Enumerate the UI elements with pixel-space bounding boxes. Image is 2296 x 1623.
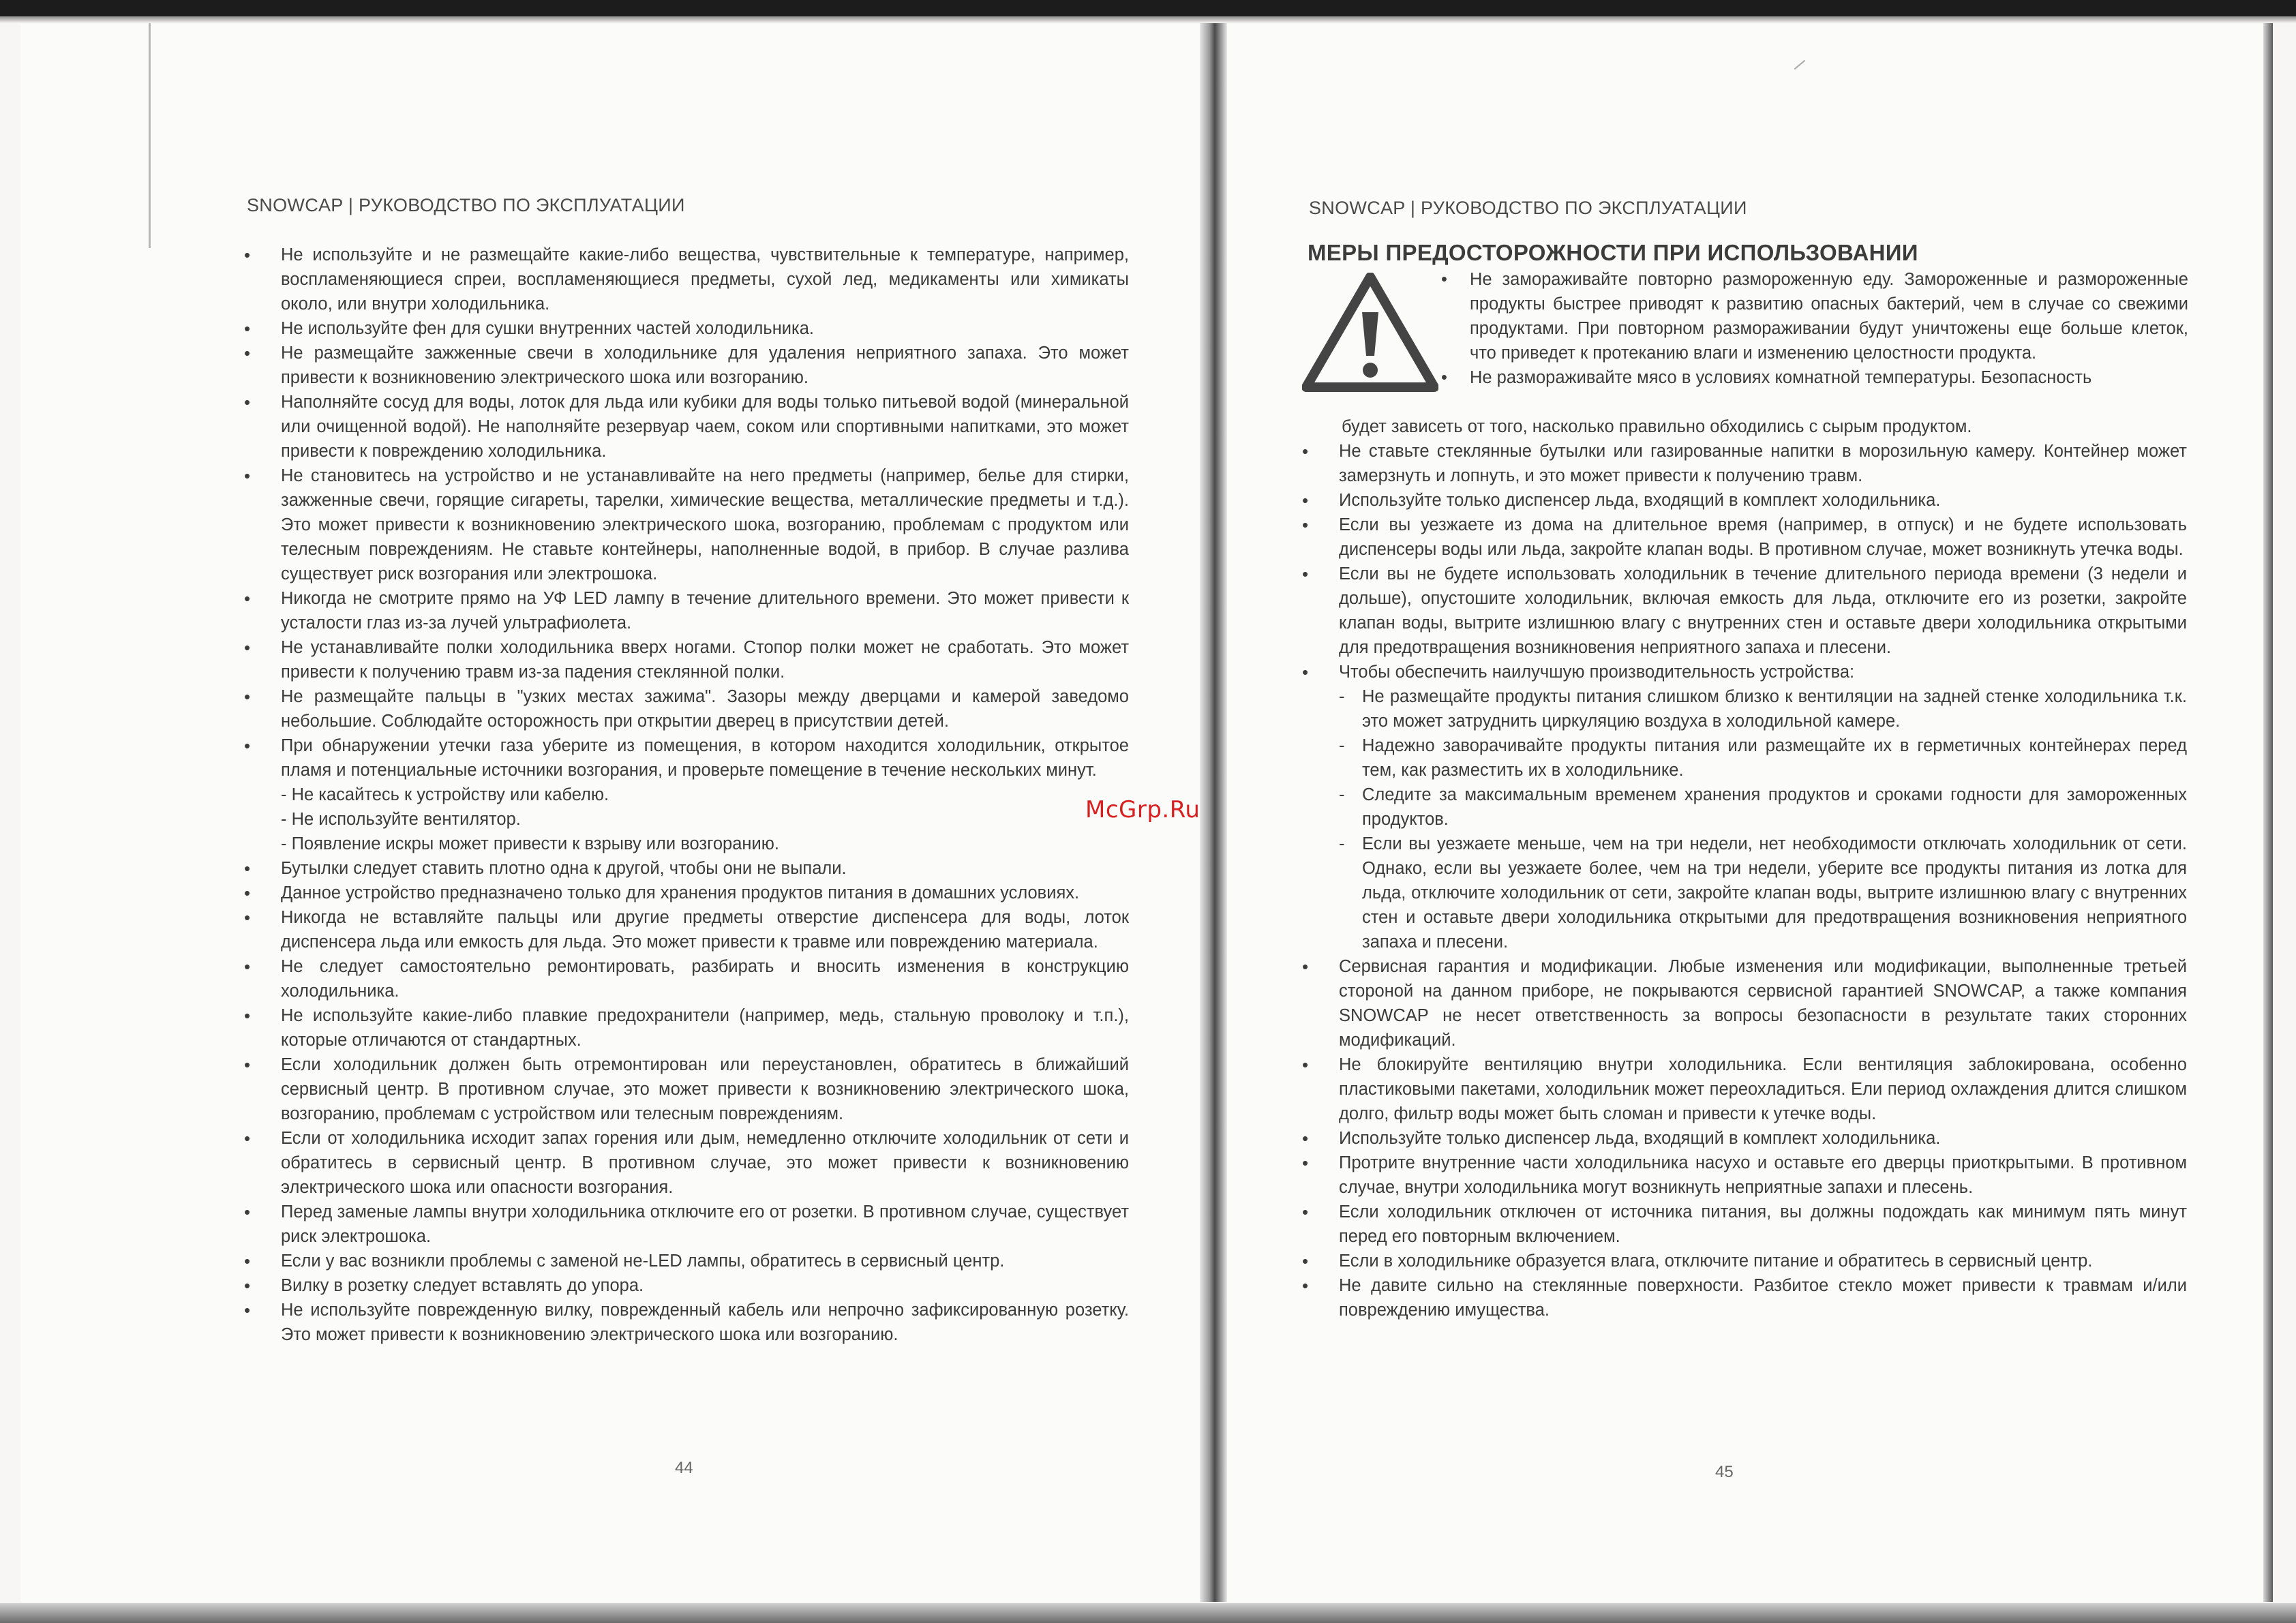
list-subitem: - Если вы уезжаете меньше, чем на три недели, нет необходимости отключать холодильник от сети. Однако, если вы уезжаете более, чем на три недели, уберите все продукты питания из лотка для льда, отключите холодильник от сети, закройте клапан воды, вытрите излишнюю влагу с внутренних стен и оставьте двери холодильника открытыми для предотвращения возникновения неприятного запаха и плесени. xyxy=(1301,832,2187,954)
right-page-edge xyxy=(2263,23,2273,1602)
warning-item: • Не замораживайте повторно размороженную еду. Замороженные и размороженные продукты быстрее приводят к развитию опасных бактерий, чем в случае со свежими продуктами. При повторном размораживании будут уничтожены еще больше клеток, что приведет к протеканию влаги и изменению целостности продукта. xyxy=(1438,267,2188,365)
list-subitem: - Не размещайте продукты питания слишком близко к вентиляции на задней стенке холодильника т.к. это может затруднить циркуляцию воздуха в холодильной камере. xyxy=(1301,684,2187,733)
list-item: • Если в холодильнике образуется влага, отключите питание и обратитесь в сервисный центр. xyxy=(1301,1249,2187,1273)
list-subitem: - Следите за максимальным временем хранения продуктов и сроками годности для замороженных продуктов. xyxy=(1301,783,2187,832)
list-subitem: - Не касайтесь к устройству или кабелю. xyxy=(281,785,609,804)
list-item: • Не используйте и не размещайте какие-либо вещества, чувствительные к температуре, например, воспламеняющиеся спреи, воспламеняющиеся предметы, сухой лед, медикаменты или химикаты около, или внутри холодильника. xyxy=(243,243,1129,316)
right-precautions-list-continued xyxy=(1301,954,2187,1322)
list-item: • Если вы не будете использовать холодильник в течение длительного периода времени (3 недели и дольше), опустошите холодильник, включая емкость для льда, отключите его из розетки, закройте клапан воды, вытрите излишнюю влагу с внутренних стен и оставьте двери холодильника открытыми для предотвращения возникновения неприятного запаха и плесени. xyxy=(1301,562,2187,660)
right-precautions-list xyxy=(1301,439,2187,684)
list-item: • Не размещайте зажженные свечи в холодильнике для удаления неприятного запаха. Это может привести к возникновению электрического шока или возгоранию. xyxy=(243,341,1129,390)
left-page-content xyxy=(243,243,1129,1347)
list-subitem: - Не используйте вентилятор. xyxy=(281,810,521,829)
list-item: • Данное устройство предназначено только для хранения продуктов питания в домашних условиях. xyxy=(243,881,1129,905)
right-page-number: 45 xyxy=(1715,1463,1734,1481)
list-item: • Не следует самостоятельно ремонтировать, разбирать и вносить изменения в конструкцию холодильника. xyxy=(243,954,1129,1003)
list-item: • Бутылки следует ставить плотно одна к другой, чтобы они не выпали. xyxy=(243,856,1129,881)
list-item: • Не становитесь на устройство и не устанавливайте на него предметы (например, белье для стирки, зажженные свечи, горящие сигареты, тарелки, химические вещества, металлические предметы и т.д.). Это может привести к возникновению электрического шока, возгоранию, проблемам с продуктом или телесным повреждениям. Не ставьте контейнеры, наполненные водой, в прибор. В случае разлива существует риск возгорания или электрошока. xyxy=(243,464,1129,586)
list-item: • Не используйте какие-либо плавкие предохранители (например, медь, стальную проволоку и т.п.), которые отличаются от стандартных. xyxy=(243,1003,1129,1052)
list-item: • Не используйте фен для сушки внутренних частей холодильника. xyxy=(243,316,1129,341)
book-spine xyxy=(1200,23,1227,1602)
page-edge-line xyxy=(149,23,151,248)
warning-triangle-icon xyxy=(1302,273,1438,392)
list-item: • Если от холодильника исходит запах горения или дым, немедленно отключите холодильник от сети и обратитесь в сервисный центр. В противном случае, это может привести к возникновению электрического шока или опасности возгорания. xyxy=(243,1126,1129,1200)
list-item: • Не размещайте пальцы в "узких местах зажима". Зазоры между дверцами и камерой заведомо небольшие. Соблюдайте осторожность при открытии дверец в присутствии детей. xyxy=(243,684,1129,733)
list-item: • Не давите сильно на стеклянные поверхности. Разбитое стекло может привести к травмам и/или повреждению имущества. xyxy=(1301,1273,2187,1322)
list-item: • Сервисная гарантия и модификации. Любые изменения или модификации, выполненные третьей стороной на данном приборе, не покрываются сервисной гарантией SNOWCAP, а также компания SNOWCAP не несет ответственность за вопросы безопасности в результате таких сторонних модификаций. xyxy=(1301,954,2187,1052)
list-item: • Вилку в розетку следует вставлять до упора. xyxy=(243,1273,1129,1298)
list-item: • Используйте только диспенсер льда, входящий в комплект холодильника. xyxy=(1301,1126,2187,1151)
warning-continuation: будет зависеть от того, насколько правильно обходились с сырым продуктом. xyxy=(1342,417,1972,436)
warning-item: • Не размораживайте мясо в условиях комнатной температуры. Безопасность xyxy=(1438,365,2188,390)
list-item: • Если у вас возникли проблемы с заменой не-LED лампы, обратитесь в сервисный центр. xyxy=(243,1249,1129,1273)
list-item: • При обнаружении утечки газа уберите из помещения, в котором находится холодильник, открытое пламя и потенциальные источники возгорания, и проверьте помещение в течение нескольких минут. xyxy=(243,733,1129,783)
scanner-top-shadow xyxy=(0,16,2296,23)
list-item: • Не устанавливайте полки холодильника вверх ногами. Стопор полки может не сработать. Это может привести к получению травм из-за падения стеклянной полки. xyxy=(243,635,1129,684)
list-item: • Никогда не вставляйте пальцы или другие предметы отверстие диспенсера для воды, лоток диспенсера льда или емкость для льда. Это может привести к травме или повреждению материала. xyxy=(243,905,1129,954)
list-item: • Не блокируйте вентиляцию внутри холодильника. Если вентиляция заблокирована, особенно пластиковыми пакетами, холодильник может переохладиться. Ели период охлаждения длится слишком долго, фильтр воды может быть сломан и привести к утечке воды. xyxy=(1301,1052,2187,1126)
list-item: • Если холодильник должен быть отремонтирован или переустановлен, обратитесь в ближайший сервисный центр. В противном случае, это может привести к возникновению электрического шока, возгоранию, проблемам с устройством или телесным повреждениям. xyxy=(243,1052,1129,1126)
right-page-header: SNOWCAP | РУКОВОДСТВО ПО ЭКСПЛУАТАЦИИ xyxy=(1309,198,1747,218)
list-item: • Наполняйте сосуд для воды, лоток для льда или кубики для воды только питьевой водой (минеральной или очищенной водой). Не наполняйте резервуар чаем, соком или спортивными напитками, это может привести к повреждению холодильника. xyxy=(243,390,1129,464)
watermark-text: McGrp.Ru xyxy=(1085,796,1200,823)
list-item: • Чтобы обеспечить наилучшую производительность устройства: xyxy=(1301,660,2187,684)
left-page-number: 44 xyxy=(675,1459,693,1477)
scanner-bottom-shadow xyxy=(0,1603,2296,1623)
warning-items xyxy=(1438,267,2188,390)
section-title: МЕРЫ ПРЕДОСТОРОЖНОСТИ ПРИ ИСПОЛЬЗОВАНИИ xyxy=(1308,240,1918,265)
scanner-top-edge xyxy=(0,0,2296,16)
list-item: • Никогда не смотрите прямо на УФ LED лампу в течение длительного времени. Это может привести к усталости глаз из-за лучей ультрафиолета. xyxy=(243,586,1129,635)
list-item: • Не используйте поврежденную вилку, поврежденный кабель или непрочно зафиксированную розетку. Это может привести к возникновению электрического шока или возгоранию. xyxy=(243,1298,1129,1347)
list-item: • Если холодильник отключен от источника питания, вы должны подождать как минимум пять минут перед его повторным включением. xyxy=(1301,1200,2187,1249)
list-item: • Не ставьте стеклянные бутылки или газированные напитки в морозильную камеру. Контейнер может замерзнуть и лопнуть, и это может привести к получению травм. xyxy=(1301,439,2187,488)
list-item: • Если вы уезжаете из дома на длительное время (например, в отпуск) и не будете использовать диспенсеры воды или льда, закройте клапан воды. В противном случае, может возникнуть утечка воды. xyxy=(1301,513,2187,562)
list-item: • Протрите внутренние части холодильника насухо и оставьте его дверцы приоткрытыми. В противном случае, внутри холодильника могут возникнуть неприятные запахи и плесень. xyxy=(1301,1151,2187,1200)
list-subitem: - Появление искры может привести к взрыву или возгоранию. xyxy=(281,834,779,853)
list-item: • Перед заменые лампы внутри холодильника отключите его от розетки. В противном случае, существует риск электрошока. xyxy=(243,1200,1129,1249)
left-precautions-list xyxy=(243,243,1129,1347)
list-subitem: - Надежно заворачивайте продукты питания или размещайте их в герметичных контейнерах перед тем, как разместить их в холодильнике. xyxy=(1301,733,2187,783)
left-page-header: SNOWCAP | РУКОВОДСТВО ПО ЭКСПЛУАТАЦИИ xyxy=(247,195,685,215)
list-item: • Используйте только диспенсер льда, входящий в комплект холодильника. xyxy=(1301,488,2187,513)
right-page-content xyxy=(1301,414,2187,1322)
